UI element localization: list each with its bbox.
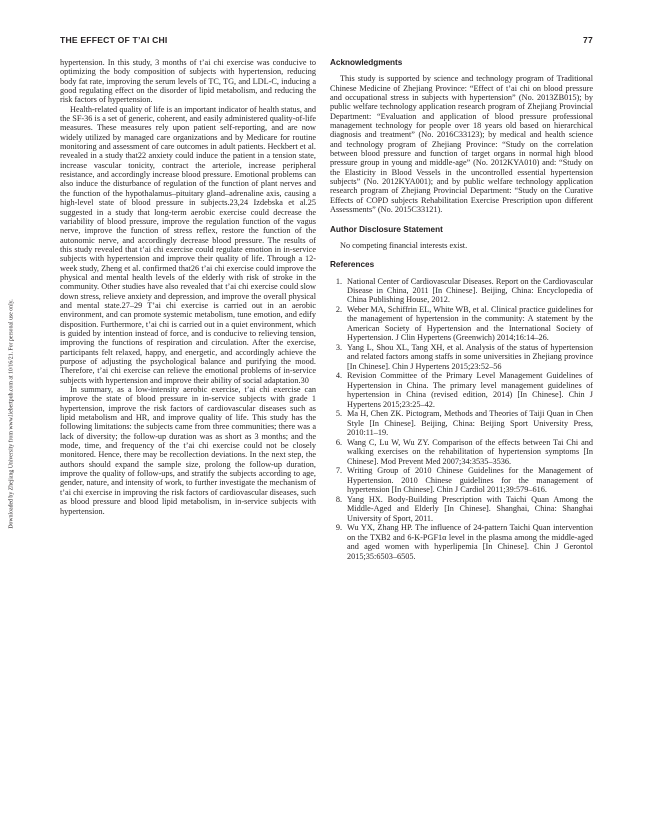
reference-item: 6. Wang C, Lu W, Wu ZY. Comparison of the effects between Tai Chi and walking exercises on the rehabilitation of hypertension symptoms [In Chinese]. Mod Prevent Med 2007;34:3535–3536. — [335, 437, 593, 466]
acknowledgments-heading: Acknowledgments — [330, 58, 403, 67]
reference-item: 1. National Center of Cardiovascular Diseases. Report on the Cardiovascular Disease in China, 2011 [In Chinese]. Beijing, China: Encyclopedia of China Publishing House, 2012. — [335, 276, 593, 305]
reference-item: 2. Weber MA, Schiffrin EL, White WB, et al. Clinical practice guidelines for the management of hypertension in the community: A statement by the American Society of Hypertension and the International Society of Hypertension. J Clin Hypertens (Greenwich) 2014;16:14–26. — [335, 305, 593, 343]
reference-item: 5. Ma H, Chen ZK. Pictogram, Methods and Theories of Taiji Quan in Chen Style [In Chinese]. Beijing, China: Beijing Sport University Press, 2010:11–19. — [335, 409, 593, 438]
disclosure-heading: Author Disclosure Statement — [330, 224, 443, 234]
disclosure-text: No competing financial interests exist. — [340, 240, 468, 250]
reference-item: 3. Yang L, Shou XL, Tang XH, et al. Analysis of the status of hypertension and related factors among staffs in some universities in Zhejiang province [In Chinese]. Chin J Hypertens 2015;23:52–56 — [335, 342, 593, 371]
reference-item: 4. Revision Committee of the Primary Level Management Guidelines of Hypertension in China. The primary level management guidelines of hypertension in China (revised edition, 2014) [In Chinese]. Chin J Hypertens 2015;23:25–42. — [335, 371, 593, 409]
running-header — [60, 35, 593, 49]
reference-item: 7. Writing Group of 2010 Chinese Guidelines for the Management of Hypertension. 2010 Chinese guidelines for the management of hypertension [In Chinese]. Chin J Cardiol 2011;39:579–616. — [335, 466, 593, 495]
reference-list — [330, 277, 593, 561]
download-notice — [5, 264, 19, 564]
right-column — [330, 58, 593, 561]
acknowledgments-text: This study is supported by science and technology program of Traditional Chinese Medicine of Zhejiang Province: “Effect of t’ai chi on blood pressure and occupational stress in subjects with hypertension” (No. 2013ZB015); by public welfare technology application research program of Zhejiang Provincial Department: “Evaluation and application of blood pressure professional management technology for people over 18 years old based on hierarchical diagnosis and treatment” (No. 2016C33123); by medical and health science and technology program of Zhejiang Province: “Study on the correlation between blood pressure and function of target organs in normal high blood pressure group in young and middle-age” (No. 2012KYA010) and: “Study on the Elasticity in Blood Vessels in the uncontrolled essential hypertension subjects” (No. 2012KYA001); and by public welfare technology application research program of Zhejiang Provincial Department: “Study on the Curative Effects of COPD subjects Rehabilitation Exercise Prescription upon different Assessments” (No. 2015C33121). — [330, 74, 593, 215]
reference-item: 8. Yang HX. Body-Building Prescription with Taichi Quan Among the Middle-Aged and Elderly [In Chinese]. Shanghai, China: Shanghai University of Sport, 2011. — [335, 494, 593, 523]
reference-item: 9. Wu YX, Zhang HP. The influence of 24-pattern Taichi Quan intervention on the TXB2 and 6-K-PGF1α level in the plasma among the middle-aged and aged women with hyperlipemia [In Chinese]. Chin J Gerontol 2015;35:6503–6505. — [335, 523, 593, 561]
left-column — [60, 58, 316, 516]
page-number: 77 — [583, 35, 593, 45]
body-paragraph: hypertension. In this study, 3 months of t’ai chi exercise was conducive to optimizing the body composition of subjects with hypertension, reducing body fat rate, improving the serum levels of TC, TG, and LDL-C, inducing a good regulating effect on the disorder of lipid metabolism, and reducing the risk factors of hypertension. — [60, 58, 316, 105]
body-paragraph: In summary, as a low-intensity aerobic exercise, t’ai chi exercise can improve the state of blood pressure in in-service subjects with grade 1 hypertension, improve the risk factors of cardiovascular diseases such as lipid metabolism and HR, and improve quality of life. This study has the following limitations: the subjects came from three communities; there was a lack of diversity; the follow-up duration was as short as 3 months; and the mode, time, and frequency of the t’ai chi exercise could not be closely monitored. Hence, there may be recollection deviations. In the next step, the authors should expand the sample size, prolong the follow-up duration, improve the quality of follow-ups, and stratify the subjects according to age, gender, nature, and intensity of work, to further investigate the mechanism of t’ai chi exercise in improving the risk factors of cardiovascular diseases, such as blood pressure and blood lipid metabolism, in in-service subjects with hypertension. — [60, 385, 316, 516]
body-paragraph: Health-related quality of life is an important indicator of health status, and the SF-36 is a set of generic, coherent, and easily administered quality-of-life measures. These measures rely upon patient self-reporting, and are now widely utilized by managed care organizations and by Medicare for routine monitoring and assessment of care outcomes in adult patients. Heckbert et al. revealed in a study that22 anxiety could induce the patient in a tension state, increase vascular tonicity, contract the arteriole, increase peripheral resistance, and accordingly increase blood pressure. Emotional problems can also induce the disturbance of regulation of the function of plant nerves and the function of the hypothalamus–pituitary gland–adrenaline axis, causing a high-level state of blood pressure in subjects.23,24 Izdebska et al.25 suggested in a study that long-term aerobic exercise could decrease the variability of blood pressure, improve the regulation function of the vagus nerve, improve the function of stress reflex, restore the function of the autonomic nerve, and accordingly decrease blood pressure. The results of this study revealed that t’ai chi exercise could regulate emotion in in-service subjects with hypertension and improve their quality of life. Through a 12-week study, Zheng et al. confirmed that26 t’ai chi exercise could improve the physical and mental health levels of the elderly with risk of stroke in the community. Other studies have also revealed that t’ai chi exercise could slow down stress, relieve anxiety and depression, and improve the overall physical and mental state.27–29 T’ai chi exercise is carried out in an aerobic environment, and can promote systemic metabolism, tune emotion, and edify disposition. Furthermore, t’ai chi is carried out in a quiet environment, which is guided by intention instead of force, and is conducive to relieving tension, improving the functions of respiration and circulation. After the exercise, participants felt relaxed, happy, and energetic, and accordingly achieve the purpose of adjusting the psychological balance and purifying the mood. Therefore, t’ai chi exercise can relieve the emotional problems of in-service subjects with hypertension and improve their ability of social adaptation.30 — [60, 104, 316, 385]
download-notice-text: Downloaded by Zhejiang University from www.liebertpub.com at 10/16/21. For personal use only. — [9, 299, 15, 529]
references-heading: References — [330, 260, 375, 270]
running-title: THE EFFECT OF T’AI CHI — [60, 35, 168, 45]
